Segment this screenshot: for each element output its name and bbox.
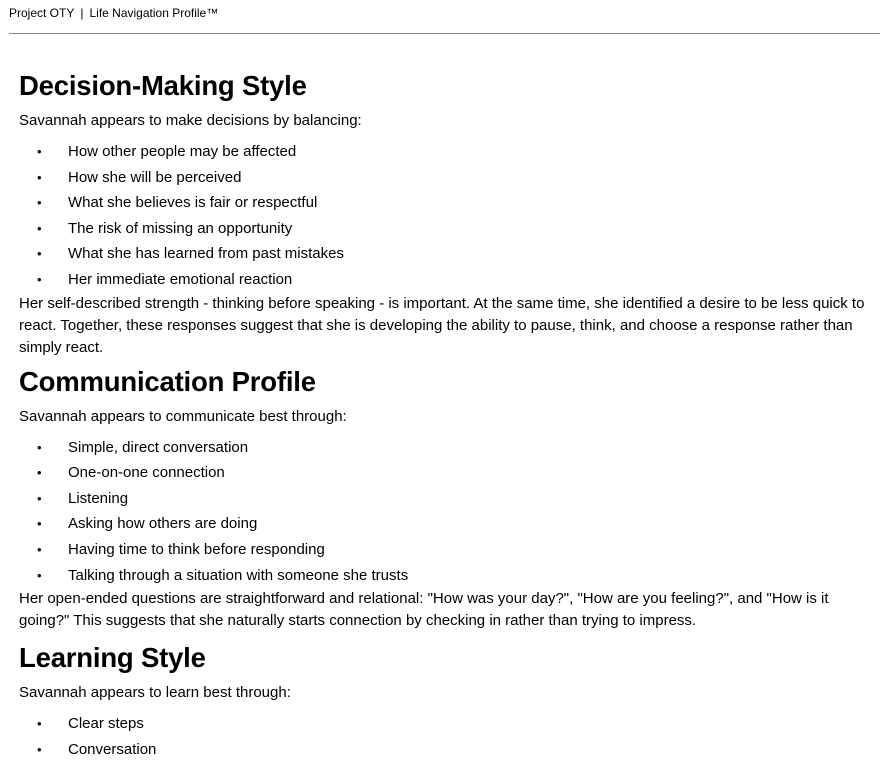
list-item-text: Talking through a situation with someone she trusts — [68, 566, 409, 584]
list-item-text: Having time to think before responding — [68, 540, 325, 558]
section-title: Communication Profile — [19, 365, 316, 397]
list-item-text: What she has learned from past mistakes — [68, 245, 344, 263]
header-rule — [9, 33, 880, 34]
list-item-text: What she believes is fair or respectful — [68, 194, 318, 212]
section-intro: Savannah appears to learn best through: — [19, 684, 291, 702]
section-paragraph: Her open-ended questions are straightforward and relational: "How was your day?", "How are you feeling?", and "How is it going?" This suggests that she naturally starts connection by checking in rather than trying to impress. — [19, 590, 829, 630]
section-decision-making — [19, 70, 869, 359]
bullet-list — [19, 139, 869, 293]
section-learning-style — [19, 642, 869, 762]
bullet-icon: • — [37, 490, 42, 506]
bullet-icon: • — [37, 567, 42, 583]
bullet-icon: • — [37, 144, 42, 159]
header-project: Project OTY — [9, 6, 75, 20]
section-title: Decision-Making Style — [19, 70, 307, 101]
bullet-icon: • — [37, 246, 42, 262]
list-item-text: Simple, direct conversation — [68, 438, 249, 456]
bullet-icon: • — [37, 439, 42, 455]
list-item-text: Conversation — [68, 740, 157, 758]
bullet-icon: • — [37, 465, 42, 481]
header-profile-title: Life Navigation Profile™ — [89, 6, 219, 20]
list-item — [19, 216, 869, 242]
bullet-icon: • — [37, 516, 42, 532]
bullet-list — [19, 711, 869, 762]
list-item — [19, 537, 869, 563]
section-communication — [19, 366, 869, 633]
list-item — [19, 511, 869, 537]
bullet-icon: • — [37, 220, 42, 236]
header-separator: | — [80, 6, 84, 20]
list-item-text: The risk of missing an opportunity — [68, 219, 293, 237]
main-content — [19, 70, 869, 762]
list-item — [19, 241, 869, 267]
bullet-icon: • — [37, 741, 42, 757]
section-intro: Savannah appears to communicate best through: — [19, 407, 347, 425]
bullet-icon: • — [37, 716, 42, 732]
list-item — [19, 165, 869, 191]
bullet-icon: • — [37, 195, 42, 211]
list-item — [19, 139, 869, 165]
list-item-text: Asking how others are doing — [68, 515, 258, 533]
bullet-icon: • — [37, 541, 42, 557]
bullet-icon: • — [37, 271, 42, 287]
list-item — [19, 563, 869, 589]
list-item-text: How she will be perceived — [68, 168, 242, 186]
list-item-text: How other people may be affected — [68, 143, 297, 160]
page-header — [9, 5, 218, 21]
section-paragraph: Her self-described strength - thinking before speaking - is important. At the same time, she identified a desire to be less quick to react. Together, these responses suggest that she is developing the ability to pause, think, and choose a response rather than simply react. — [19, 294, 865, 356]
list-item — [19, 267, 869, 293]
list-item — [19, 190, 869, 216]
section-title: Learning Style — [19, 642, 206, 674]
list-item-text: Listening — [68, 489, 129, 507]
list-item — [19, 737, 869, 763]
list-item-text: One-on-one connection — [68, 464, 225, 482]
list-item — [19, 486, 869, 512]
bullet-icon: • — [37, 169, 42, 185]
list-item-text: Clear steps — [68, 715, 144, 733]
list-item-text: Her immediate emotional reaction — [68, 270, 293, 288]
list-item — [19, 711, 869, 737]
section-intro: Savannah appears to make decisions by balancing: — [19, 112, 362, 129]
bullet-list — [19, 435, 869, 589]
list-item — [19, 435, 869, 461]
list-item — [19, 460, 869, 486]
